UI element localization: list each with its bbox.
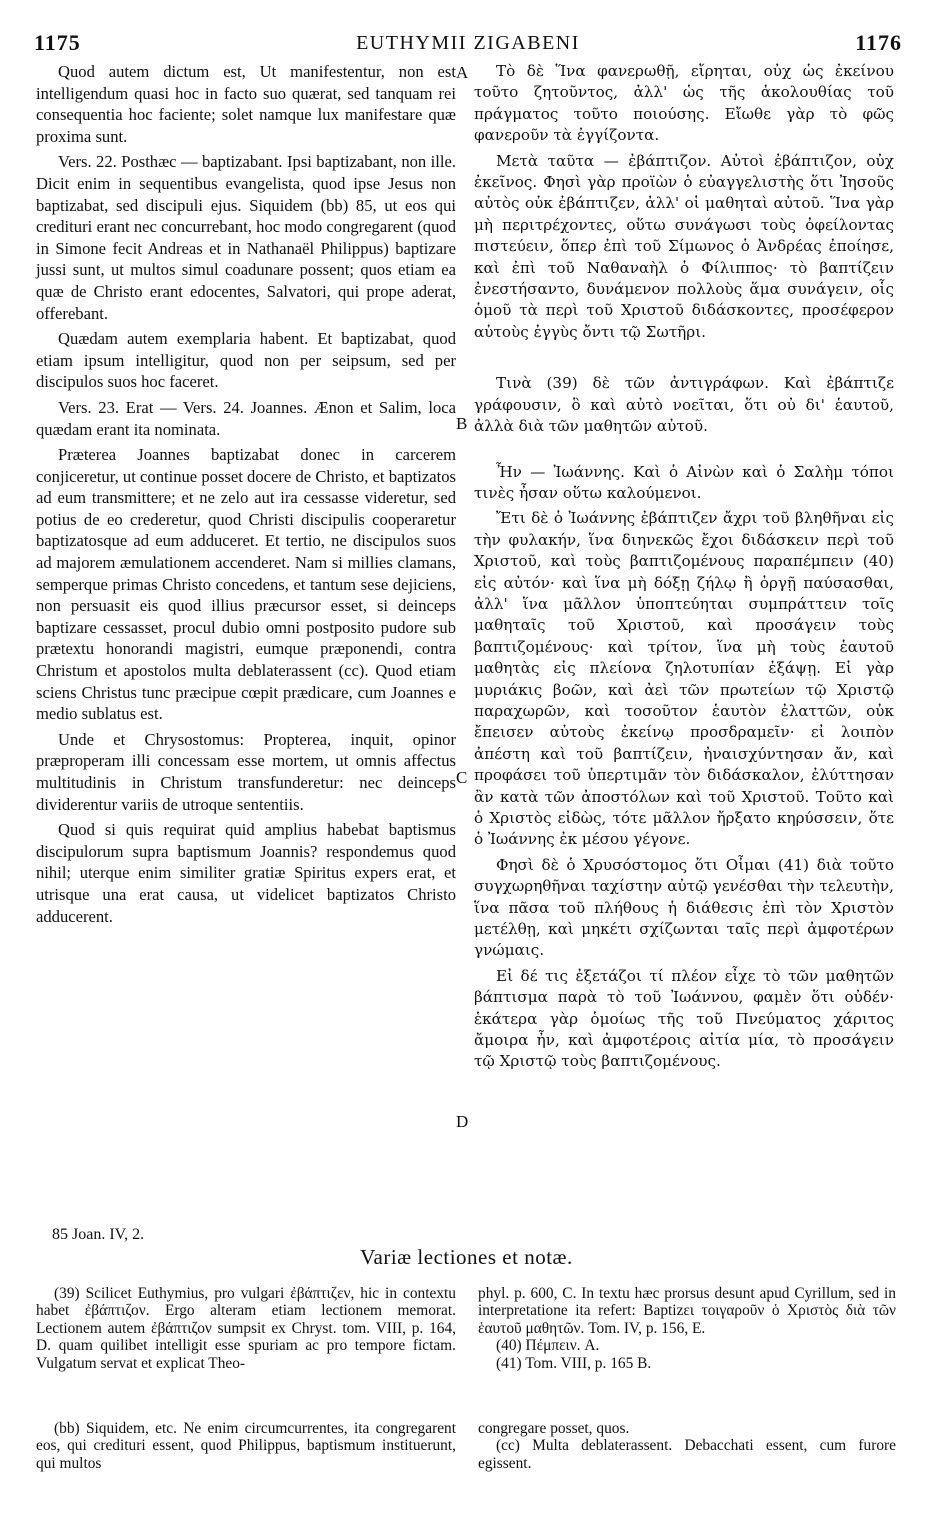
greek-paragraph: Μετὰ ταῦτα — ἐβάπτιζον. Αὐτοὶ ἐβάπτιζον, οὐχ ἐκεῖνος. Φησὶ γὰρ προϊὼν ὁ εὐαγγελιστὴς ὅτι Ἰησοῦς αὐτὸς οὐκ ἐβάπτιζεν, ἀλλ' οἱ μαθηταὶ αὐτοῦ. Ἵνα γὰρ μὴ περιτρέχοντες, οὕτω συνάγωσι τοὺς ὀφείλοντας πιστεύειν, ὅπερ ἐπὶ τοῦ Σίμωνος ὁ Ἀνδρέας ἐποίησε, καὶ ἐπὶ τοῦ Ναθαναὴλ ὁ Φίλιππος· τὸ βαπτίζειν ἐνεστήσαντο, δυνάμενον πολλοὺς ἅμα συνάγειν, οἷς ὁμοῦ τὰ περὶ τοῦ Χριστοῦ διδάσκοντες, προσέφερον αὐτοὺς ἐγγὺς ὄντι τῷ Σωτῆρι. [474,151,894,341]
running-title: EUTHYMII ZIGABENI [356,32,580,54]
note-bb-continued: congregare posset, quos. [478,1420,630,1437]
margin-letter-c: C [456,768,468,787]
latin-column [36,61,456,927]
margin-letter-d: D [456,1112,469,1131]
latin-paragraph: Quod autem dictum est, Ut manifestentur, non est intelligendum quasi hoc in facto suo quærat, sed tanquam rei consequentia hoc faciente; solet namque lux manifestare quæ proxima sunt. [36,62,456,146]
greek-paragraph: Τὸ δὲ Ἵνα φανερωθῇ, εἴρηται, οὐχ ὡς ἐκείνου τοῦτο ζητοῦντος, ἀλλ' ὡς τῆς ἀκολουθίας τοῦ πράγματος τοῦτο ποιούσης. Εἴωθε γὰρ τὸ φῶς φανεροῦν τὰ ἐγγίζοντα. [474,62,894,145]
notes-section-title: Variæ lectiones et notæ. [360,1245,573,1269]
latin-paragraph: Quædam autem exemplaria habent. Et baptizabat, quod etiam ipsum intelligitur, quod non per seipsum, sed per discipulos suos hoc faceret. [36,329,456,392]
greek-paragraph: Ἔτι δὲ ὁ Ἰωάννης ἐβάπτιζεν ἄχρι τοῦ βληθῆναι εἰς τὴν φυλακήν, ἵνα διηνεκῶς ἔχοι διδάσκειν περὶ τοῦ Χριστοῦ, καὶ τοὺς βαπτιζομένους παραπέμπειν (40) εἰς αὐτόν· καὶ ἵνα μὴ δόξῃ ζήλῳ ἢ ὀργῇ παύσασθαι, ἀλλ' ἵνα μᾶλλον ὑποπτεύηται συμπράττειν τοῖς μαθηταῖς τοῦ Χριστοῦ, καὶ προσάγειν τοὺς βαπτιζομένους· καὶ τρίτον, ἵνα μὴ τοὺς ἑαυτοῦ μαθητὰς εἰς πλείονα ζηλοτυπίαν ἐξάψῃ. Εἰ γὰρ μυριάκις βοῶν, καὶ ἀεὶ τῶν πρωτείων τῷ Χριστῷ παραχωρῶν, καὶ τοσοῦτον ἑαυτὸν ἐλαττῶν, οὐκ ἔπεισεν αὐτοὺς ἐκείνῳ προσδραμεῖν· εἰ λοιπὸν ἀπέστη καὶ τοῦ βαπτίζειν, ἠναισχύντησαν ἄν, καὶ προφάσει τοῦ ὑπερτιμᾶν τὸν διδάσκαλον, ἐλύττησαν ἂν κατὰ τῶν ἀποστόλων καὶ τοῦ Χριστοῦ. Τοῦτο καὶ ὁ Χριστὸς εἰδὼς, τότε μᾶλλον ἤρξατο κηρύσσειν, ὅτε ὁ Ἰωάννης ἐκ μέσου γέγονε. [474,509,894,849]
running-header [34,30,902,60]
greek-paragraph: Ἦν — Ἰωάννης. Καὶ ὁ Αἰνὼν καὶ ὁ Σαλὴμ τόποι τινὲς ἦσαν οὕτω καλούμενοι. [474,462,894,502]
margin-letter-b: B [456,414,468,433]
notes-left-top [36,1285,456,1372]
note-40: (40) Πέμπειν. A. [496,1337,600,1355]
notes-left-bottom [36,1420,456,1472]
column-number-left: 1175 [34,30,81,55]
footnote: 85 Joan. IV, 2. [52,1226,145,1243]
latin-paragraph: Vers. 23. Erat — Vers. 24. Joannes. Ænon et Salim, loca quædam erant ita nominata. [36,397,456,439]
greek-paragraph: Φησὶ δὲ ὁ Χρυσόστομος ὅτι Οἶμαι (41) διὰ τοῦτο συγχωρηθῆναι ταχίστην αὐτῷ γενέσθαι τὴν τελευτὴν, ἵνα πᾶσα τοῦ πλήθους ἡ διάθεσις ἐπὶ τὸν Χριστὸν μετέλθῃ, καὶ μηκέτι σχίζωνται ταῖς περὶ ἀμφοτέρων γνώμαις. [474,855,894,960]
latin-paragraph: Quod si quis requirat quid amplius habebat baptismus discipulorum supra baptismum Joannis? respondemus quod nihil; uterque enim similiter gratiæ Spiritus expers erat, et utrisque una erat causa, ut videlicet baptizatos Christo adducerent. [36,820,456,926]
note-41: (41) Tom. VIII, p. 165 B. [496,1354,652,1372]
note-bb: (bb) Siquidem, etc. Ne enim circumcurrentes, ita congregarent eos, qui credituri essent, quod Philippus, baptismum instituerunt, qui multos [36,1420,456,1472]
note-39: (39) Scilicet Euthymius, pro vulgari ἐβάπτιζεν, hic in contextu habet ἐβάπτιζον. Ergo alteram etiam lectionem memorat. Lectionem autem ἐβάπτιζον sumpsit ex Chryst. tom. VIII, p. 164, D. quam quilibet intelligit esse spuriam ac pro tempore fictam. Vulgatum servat et explicat Theo- [36,1285,456,1372]
latin-paragraph: Vers. 22. Posthæc — baptizabant. Ipsi baptizabant, non ille. Dicit enim in sequentibus evangelista, quod ipse Jesus non baptizabat, sed discipuli ejus. Siquidem (bb) 85, ut eos qui credituri erant nec concurrebant, hoc modo congregarent (quod in Simone fecit Andreas et in Nathanaël Philippus) baptizare jussi sunt, ut multos simul coadunare possent; quos etiam ea quæ de Christo erant edocentes, Salvatori, qui prope aderat, offerebant. [36,152,456,323]
notes-right-top [478,1285,896,1372]
latin-paragraph: Unde et Chrysostomus: Propterea, inquit, opinor præproperam illi concessam esse mortem, ut omnis affectus multitudinis in Christum transfunderetur: nec deinceps dividerentur variis de utroque sententiis. [36,729,456,814]
notes-right-bottom [478,1420,896,1472]
note-39-continued: phyl. p. 600, C. In textu hæc prorsus desunt apud Cyrillum, sed in interpretatione ita refert: Baptizει τοιγαροῦν ὁ Χριστὸς διὰ τῶν ἑαυτοῦ μαθητῶν. Tom. IV, p. 156, E. [478,1285,896,1337]
latin-paragraph: Præterea Joannes baptizabat donec in carcerem conjiceretur, ut continue posset docere de Christo, et baptizatos ad eum transmittere; et ne zelo aut ira cessasse videretur, sed potius de eo crederetur, quod Christi discipulis cooperaretur baptizatosque ad eum adduceret. Et tertio, ne discipulos suos ad majorem æmulationem accenderet. Nam si millies clamans, semperque primas Christo concedens, et tantum sese dejiciens, non persuasit eis quod illius præcursor esset, si deinceps baptizare cessasset, procul dubio omni postposito pudore sub prætextu honorandi magistri, eumque præponendi, contra Christum et apostolos multa deblaterassent (cc). Quod etiam sciens Christus tunc præcipue cœpit prædicare, cum Joannes e medio sublatus est. [36,445,456,724]
column-number-right: 1176 [855,30,902,55]
greek-paragraph: Εἰ δέ τις ἐξετάζοι τί πλέον εἶχε τὸ τῶν μαθητῶν βάπτισμα παρὰ τὸ τοῦ Ἰωάννου, φαμὲν ὅτι οὐδέν· ἑκάτερα γὰρ ὁμοίως τῆς τοῦ Πνεύματος χάριτος ἄμοιρα ἦν, καὶ ἀμφοτέροις αἰτία μία, τὸ προσάγειν τῷ Χριστῷ τοὺς βαπτιζομένους. [474,966,894,1071]
greek-column [474,61,894,1073]
note-cc: (cc) Multa deblaterassent. Debacchati essent, cum furore egissent. [478,1437,896,1472]
greek-paragraph: Τινὰ (39) δὲ τῶν ἀντιγράφων. Καὶ ἐβάπτιζε γράφουσιν, ὃ καὶ αὐτὸ νοεῖται, ὅτι οὐ δι' ἑαυτοῦ, ἀλλὰ διὰ τῶν μαθητῶν αὐτοῦ. [474,374,894,436]
margin-letter-a: A [456,63,469,82]
